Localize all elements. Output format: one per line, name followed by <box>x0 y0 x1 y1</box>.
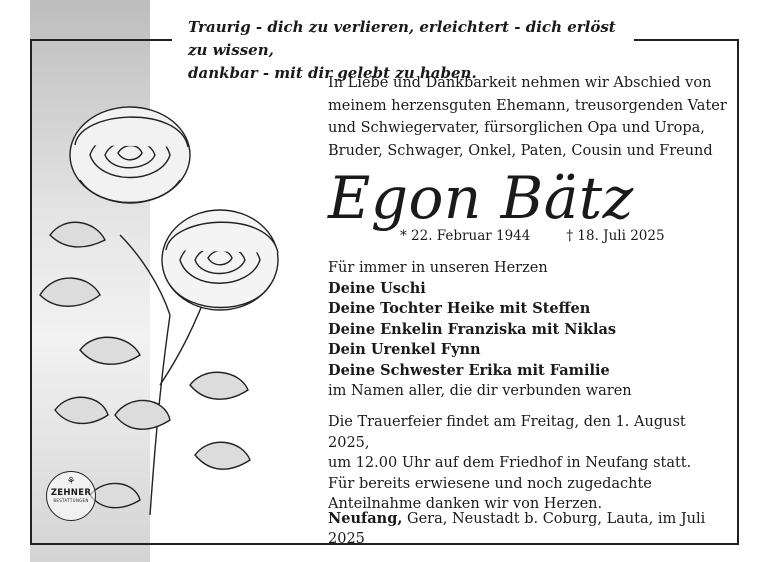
funeral-home-logo <box>46 471 96 521</box>
motto-line-2: dankbar - mit dir gelebt zu haben. <box>188 64 477 82</box>
intro-line: und Schwiegervater, fürsorglichen Opa und Uropa, <box>328 120 705 136</box>
motto-line-1: Traurig - dich zu verlieren, erleichtert - dich erlöst zu wissen, <box>188 18 616 59</box>
mourner-entry: Deine Tochter Heike mit Steffen <box>328 300 591 317</box>
place-and-date <box>328 509 728 549</box>
service-line: Die Trauerfeier findet am Freitag, den 1. August 2025, <box>328 414 686 451</box>
flower-icon: ⚘ <box>66 476 76 487</box>
mourner-entry: Dein Urenkel Fynn <box>328 341 481 358</box>
intro-line: In Liebe und Dankbarkeit nehmen wir Abschied von <box>328 75 712 91</box>
mourner-entry: Deine Schwester Erika mit Familie <box>328 361 610 379</box>
birth-date: * 22. Februar 1944 <box>400 228 531 244</box>
frame-border-top-right <box>634 39 739 41</box>
deceased-name: Egon Bätz <box>328 164 634 232</box>
service-line: Anteilnahme danken wir von Herzen. <box>328 496 603 512</box>
logo-subtitle: BESTATTUNGEN <box>53 498 89 503</box>
place-rest: Gera, Neustadt b. Coburg, Lauta, im Juli 2025 <box>328 511 706 547</box>
funeral-service-info <box>328 412 728 515</box>
place-main: Neufang, <box>328 510 403 527</box>
frame-border-right <box>737 39 739 545</box>
service-line: um 12.00 Uhr auf dem Friedhof in Neufang statt. <box>328 455 692 471</box>
mourners-heading: Für immer in unseren Herzen <box>328 260 548 276</box>
death-date: † 18. Juli 2025 <box>566 228 665 244</box>
mourner-entry: Deine Uschi <box>328 279 426 297</box>
frame-border-top-left <box>30 39 172 41</box>
farewell-intro <box>328 72 728 162</box>
service-line: Für bereits erwiesene und noch zugedachte <box>328 475 652 492</box>
logo-name: ZEHNER <box>50 488 92 498</box>
mourners-list <box>328 258 728 402</box>
mourners-closing: im Namen aller, die dir verbunden waren <box>328 383 632 399</box>
mourner-entry: Deine Enkelin Franziska mit Niklas <box>328 320 617 338</box>
intro-line: Bruder, Schwager, Onkel, Paten, Cousin und Freund <box>328 142 713 159</box>
rose-illustration <box>20 85 290 540</box>
life-dates <box>400 228 665 244</box>
intro-line: meinem herzensguten Ehemann, treusorgenden Vater <box>328 97 727 114</box>
